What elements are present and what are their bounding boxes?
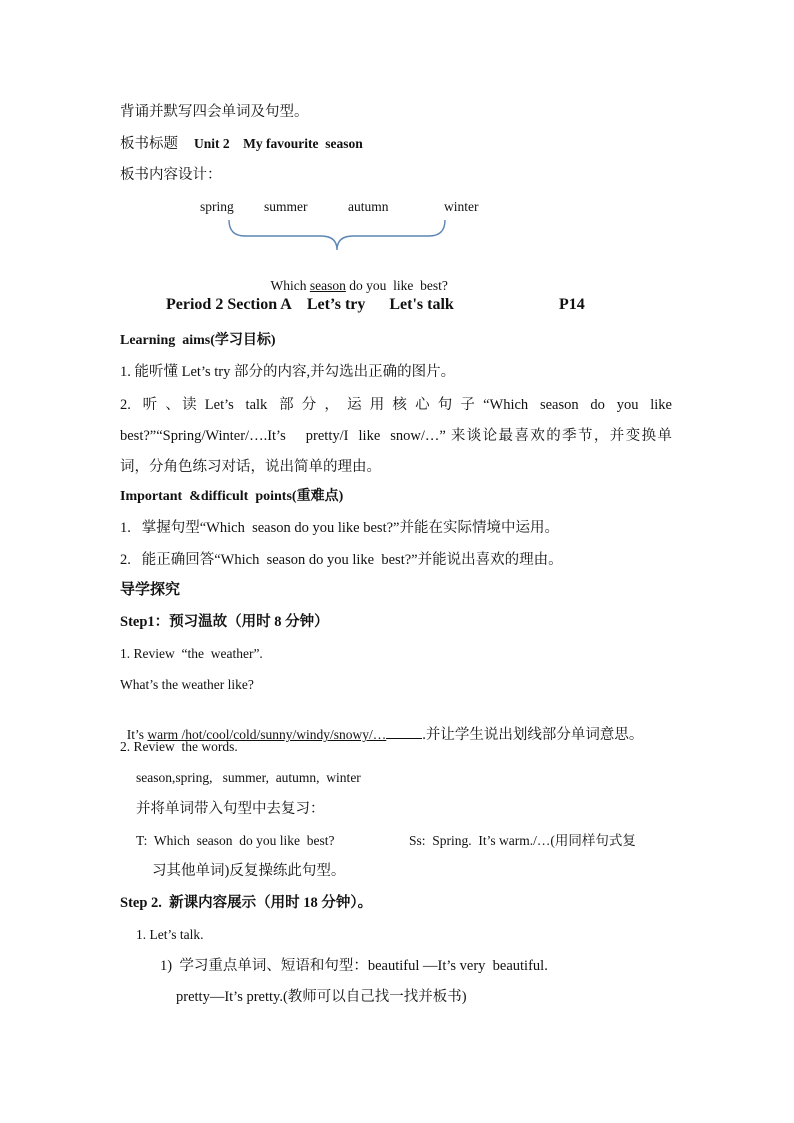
step1-dialog-continued: 习其他单词)反复操练此句型。 [152, 863, 346, 879]
aims-item-2-line-3: 词，分角色练习对话，说出简单的理由。 [120, 459, 381, 475]
points-heading-cn: (重难点) [291, 489, 344, 504]
diagram-sentence [264, 259, 448, 295]
aims-heading-cn: (学习目标) [210, 333, 276, 348]
step1-review-2: 2. Review the words. [120, 739, 238, 754]
step1-dialog-students: Ss: Spring. It’s warm./…(用同样句式复 [409, 833, 636, 848]
diagram-word-spring: spring [200, 199, 234, 214]
period-title: Period 2 Section A Let’s try Let's talk [166, 296, 454, 313]
aims-item-2-line-2: best?”“Spring/Winter/….It’s pretty/I like snow/…” 来谈论最喜欢的季节，并变换单 [120, 428, 672, 444]
answer-blank [386, 725, 422, 739]
diagram-word-summer: summer [264, 199, 308, 214]
answer-pre: It’s [126, 727, 148, 742]
sentence-post: do you like best? [345, 278, 448, 293]
answer-post: .并让学生说出划线部分单词意思。 [422, 727, 644, 743]
step2-talk: 1. Let’s talk. [136, 927, 204, 942]
step1-bring: 并将单词带入句型中去复习： [136, 801, 325, 817]
step1-dialog-teacher: T: Which season do you like best? [136, 833, 335, 848]
aims-item-1: 1. 能听懂 Let’s try 部分的内容,并勾选出正确的图片。 [120, 364, 456, 380]
aims-heading [120, 332, 276, 350]
diagram-word-winter: winter [444, 199, 479, 214]
board-content-label: 板书内容设计： [120, 167, 222, 183]
step1-heading: Step1：预习温故（用时 8 分钟） [120, 614, 329, 630]
sentence-key-word: season [309, 278, 346, 293]
answer-words: warm /hot/cool/cold/sunny/windy/snowy/… [147, 727, 387, 742]
step1-question: What’s the weather like? [120, 677, 254, 692]
points-heading [120, 488, 343, 506]
board-title-label: 板书标题 [120, 136, 178, 152]
step1-wordlist: season,spring, summer, autumn, winter [136, 770, 361, 785]
diagram-word-autumn: autumn [348, 199, 389, 214]
intro-line: 背诵并默写四会单词及句型。 [120, 104, 309, 120]
board-title-line [120, 135, 363, 153]
guide-heading: 导学探究 [120, 582, 181, 598]
aims-item-2-line-1: 2. 听 、读 Let’s talk 部 分 ， 运 用 核 心 句 子 “Which season do you like [120, 397, 672, 413]
aims-heading-en: Learning aims [120, 333, 211, 348]
board-title: Unit 2 My favourite season [194, 136, 363, 151]
step2-heading: Step 2. 新课内容展示（用时 18 分钟）。 [120, 895, 373, 911]
points-heading-en: Important &difficult points [120, 489, 292, 504]
period-page: P14 [559, 296, 585, 313]
points-item-2: 2. 能正确回答“Which season do you like best?”并能说出喜欢的理由。 [120, 552, 563, 568]
sentence-pre: Which [270, 278, 310, 293]
step2-item-1: 1) 学习重点单词、短语和句型：beautiful —It’s very beautiful. [160, 958, 548, 974]
step1-review: 1. Review “the weather”. [120, 646, 263, 661]
points-item-1: 1. 掌握句型“Which season do you like best?”并能在实际情境中运用。 [120, 520, 559, 536]
step2-item-1-continued: pretty—It’s pretty.(教师可以自己找一找并板书) [176, 989, 467, 1005]
